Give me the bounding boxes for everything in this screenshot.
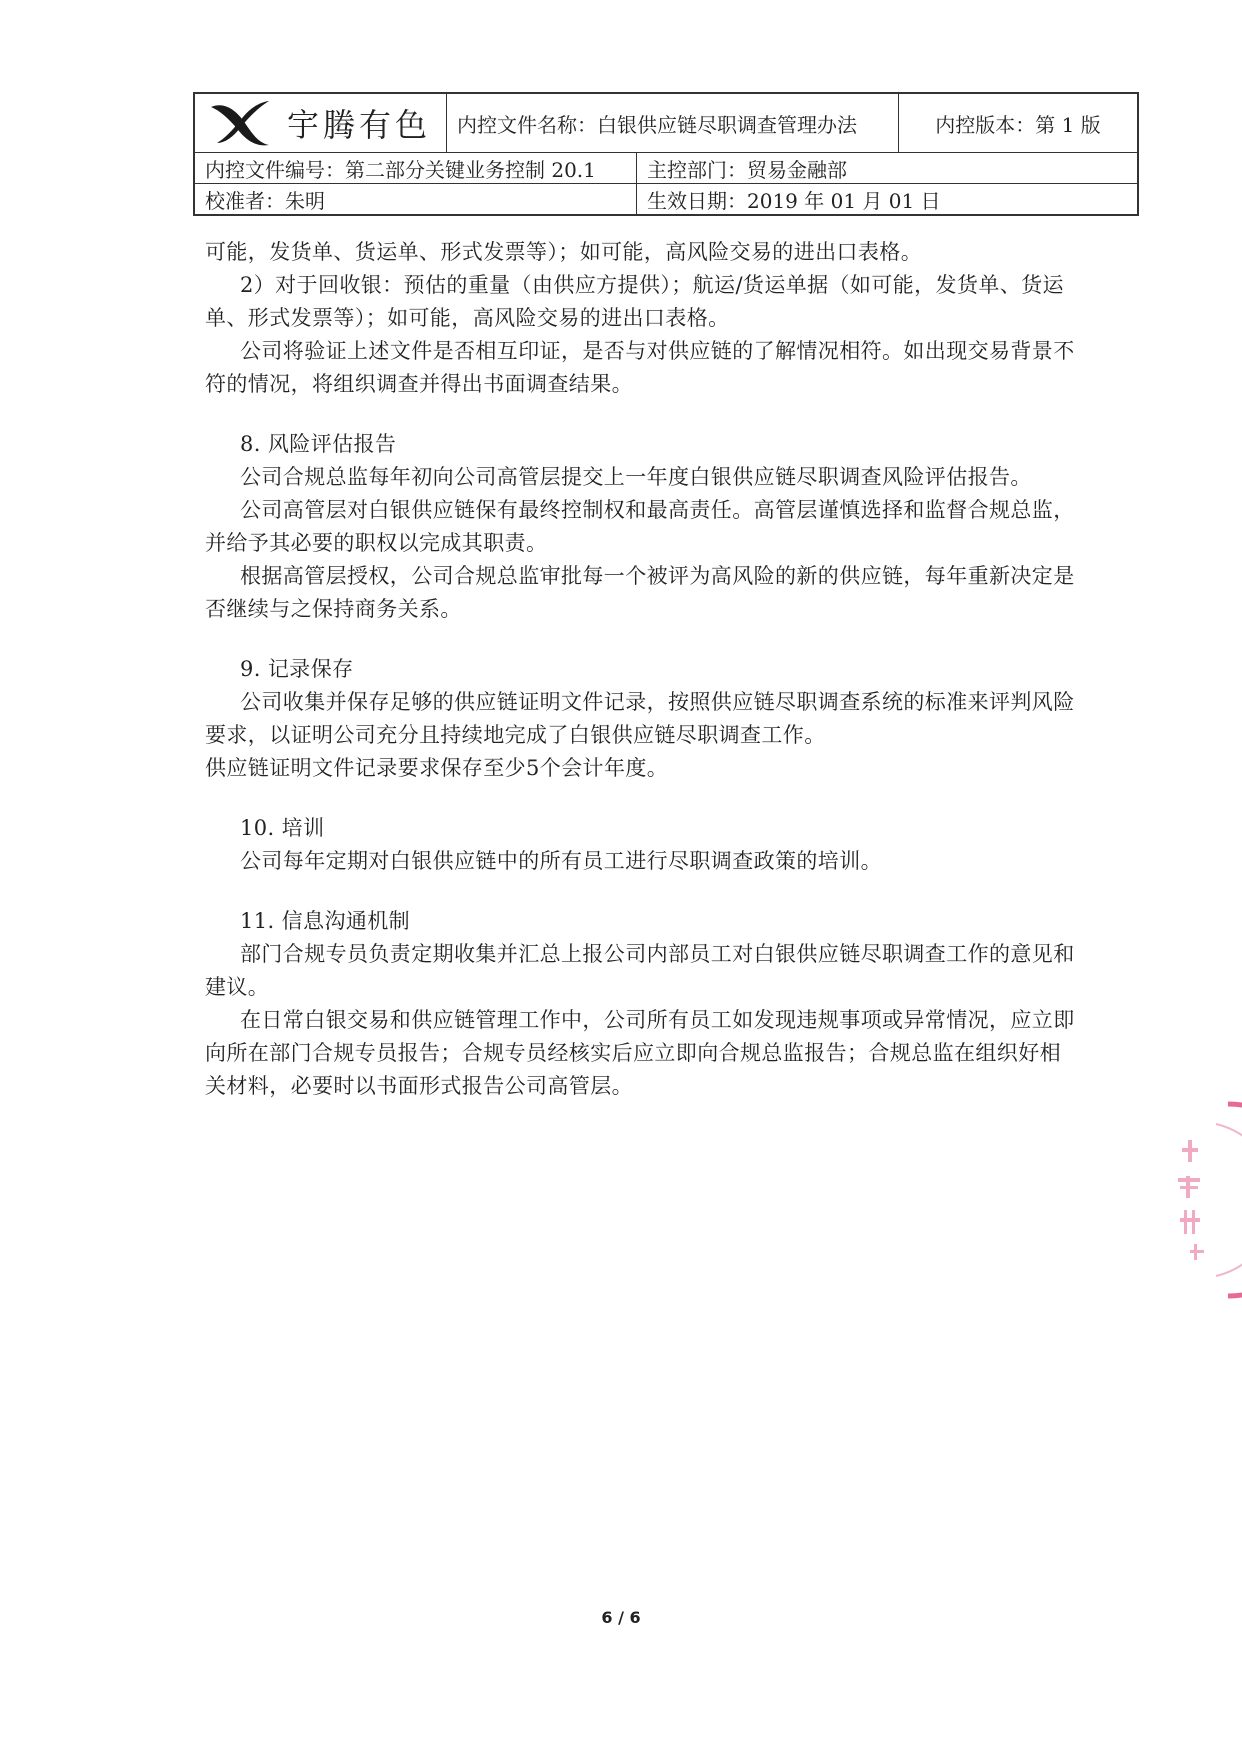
document-version: 内控版本：第 1 版: [935, 112, 1101, 137]
section-heading: 10. 培训: [240, 816, 325, 840]
logo-cell: [195, 94, 447, 152]
paragraph: 公司合规总监每年初向公司高管层提交上一年度白银供应链尽职调查风险评估报告。: [240, 465, 1032, 489]
responsible-department: 主控部门：贸易金融部: [647, 157, 847, 182]
effective-date: 生效日期：2019 年 01 月 01 日: [647, 188, 941, 213]
company-seal-stamp: [1168, 1100, 1242, 1300]
paragraph: 公司高管层对白银供应链保有最终控制权和最高责任。高管层谨慎选择和监督合规总监，并给予其必要的职权以完成其职责。: [205, 498, 1075, 555]
reviewer: 校准者：朱明: [195, 184, 637, 214]
document-header-table: [193, 92, 1139, 216]
section-heading: 8. 风险评估报告: [240, 432, 397, 456]
company-name: 宇腾有色: [287, 106, 432, 144]
paragraph: 供应链证明文件记录要求保存至少5个会计年度。: [205, 756, 669, 780]
paragraph: 公司将验证上述文件是否相互印证，是否与对供应链的了解情况相符。如出现交易背景不符的情况，将组织调查并得出书面调查结果。: [205, 339, 1075, 396]
document-name: 内控文件名称：白银供应链尽职调查管理办法: [447, 94, 899, 152]
section-heading: 9. 记录保存: [240, 657, 354, 681]
paragraph: 在日常白银交易和供应链管理工作中，公司所有员工如发现违规事项或异常情况，应立即向所在部门合规专员报告；合规专员经核实后应立即向合规总监报告；合规总监在组织好相关材料，必要时以书面形式报告公司高管层。: [205, 1008, 1075, 1098]
paragraph: 部门合规专员负责定期收集并汇总上报公司内部员工对白银供应链尽职调查工作的意见和建议。: [205, 942, 1075, 999]
paragraph: 公司收集并保存足够的供应链证明文件记录，按照供应链尽职调查系统的标准来评判风险要求，以证明公司充分且持续地完成了白银供应链尽职调查工作。: [205, 690, 1075, 747]
section-heading: 11. 信息沟通机制: [240, 909, 411, 933]
paragraph: 公司每年定期对白银供应链中的所有员工进行尽职调查政策的培训。: [240, 849, 882, 873]
document-number: 内控文件编号：第二部分关键业务控制 20.1: [195, 153, 637, 183]
page-number: 6 / 6: [601, 1608, 641, 1627]
company-logo-icon: [207, 97, 273, 149]
paragraph: 可能，发货单、货运单、形式发票等）；如可能，高风险交易的进出口表格。: [205, 240, 923, 264]
paragraph: 2）对于回收银：预估的重量（由供应方提供）；航运/货运单据（如可能，发货单、货运单、形式发票等）；如可能，高风险交易的进出口表格。: [205, 273, 1064, 330]
paragraph: 根据高管层授权，公司合规总监审批每一个被评为高风险的新的供应链，每年重新决定是否继续与之保持商务关系。: [205, 564, 1075, 621]
document-body: [205, 236, 1075, 1103]
